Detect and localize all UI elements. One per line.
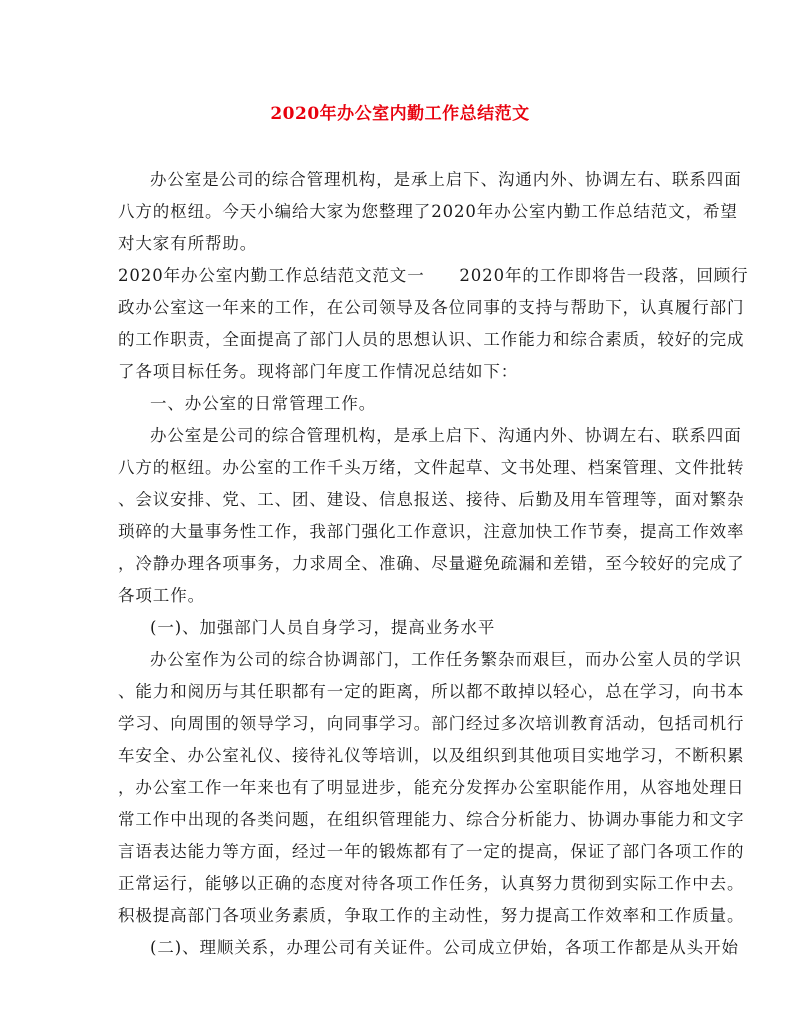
paragraph-line: 常工作中出现的各类问题，在组织管理能力、综合分析能力、协调办事能力和文字 bbox=[118, 810, 745, 829]
paragraph-line: 言语表达能力等方面，经过一年的锻炼都有了一定的提高，保证了部门各项工作的 bbox=[118, 842, 745, 861]
subsection-heading: (二)、理顺关系，办理公司有关证件。公司成立伊始，各项工作都是从头开始 bbox=[150, 938, 739, 957]
paragraph-line: 琐碎的大量事务性工作，我部门强化工作意识，注意加快工作节奏，提高工作效率 bbox=[118, 522, 745, 541]
section-heading: 一、办公室的日常管理工作。 bbox=[150, 394, 377, 413]
subsection-heading: (一)、加强部门人员自身学习，提高业务水平 bbox=[150, 618, 496, 637]
paragraph-line: 、会议安排、党、工、团、建设、信息报送、接待、后勤及用车管理等，面对繁杂 bbox=[118, 490, 745, 509]
paragraph-line: 办公室是公司的综合管理机构，是承上启下、沟通内外、协调左右、联系四面 bbox=[150, 170, 742, 189]
paragraph-line: 各项工作。 bbox=[118, 586, 205, 605]
paragraph-line: 办公室作为公司的综合协调部门，工作任务繁杂而艰巨，而办公室人员的学识 bbox=[150, 650, 742, 669]
document-title: 2020年办公室内勤工作总结范文 bbox=[270, 104, 530, 124]
paragraph-line: 正常运行，能够以正确的态度对待各项工作任务，认真努力贯彻到实际工作中去。 bbox=[118, 874, 745, 893]
paragraph-line: 政办公室这一年来的工作，在公司领导及各位同事的支持与帮助下，认真履行部门 bbox=[118, 298, 745, 317]
paragraph-line: 八方的枢纽。今天小编给大家为您整理了2020年办公室内勤工作总结范文，希望 bbox=[118, 202, 738, 221]
paragraph-line: 对大家有所帮助。 bbox=[118, 234, 258, 253]
paragraph-line: 了各项目标任务。现将部门年度工作情况总结如下： bbox=[118, 362, 519, 381]
paragraph-line: ，冷静办理各项事务，力求周全、准确、尽量避免疏漏和差错，至今较好的完成了 bbox=[118, 554, 745, 573]
paragraph-line: 积极提高部门各项业务素质，争取工作的主动性，努力提高工作效率和工作质量。 bbox=[118, 906, 745, 925]
paragraph-line: ，办公室工作一年来也有了明显进步，能充分发挥办公室职能作用，从容地处理日 bbox=[118, 778, 745, 797]
paragraph-line: 学习、向周围的领导学习，向同事学习。部门经过多次培训教育活动，包括司机行 bbox=[118, 714, 745, 733]
paragraph-line: 的工作职责，全面提高了部门人员的思想认识、工作能力和综合素质，较好的完成 bbox=[118, 330, 745, 349]
paragraph-line: 车安全、办公室礼仪、接待礼仪等培训，以及组织到其他项目实地学习，不断积累 bbox=[118, 746, 745, 765]
paragraph-line: 、能力和阅历与其任职都有一定的距离，所以都不敢掉以轻心，总在学习，向书本 bbox=[118, 682, 745, 701]
paragraph-line: 八方的枢纽。办公室的工作千头万绪，文件起草、文书处理、档案管理、文件批转 bbox=[118, 458, 745, 477]
paragraph-line: 2020年办公室内勤工作总结范文范文一 2020年的工作即将告一段落，回顾行 bbox=[118, 266, 749, 285]
paragraph-line: 办公室是公司的综合管理机构，是承上启下、沟通内外、协调左右、联系四面 bbox=[150, 426, 742, 445]
